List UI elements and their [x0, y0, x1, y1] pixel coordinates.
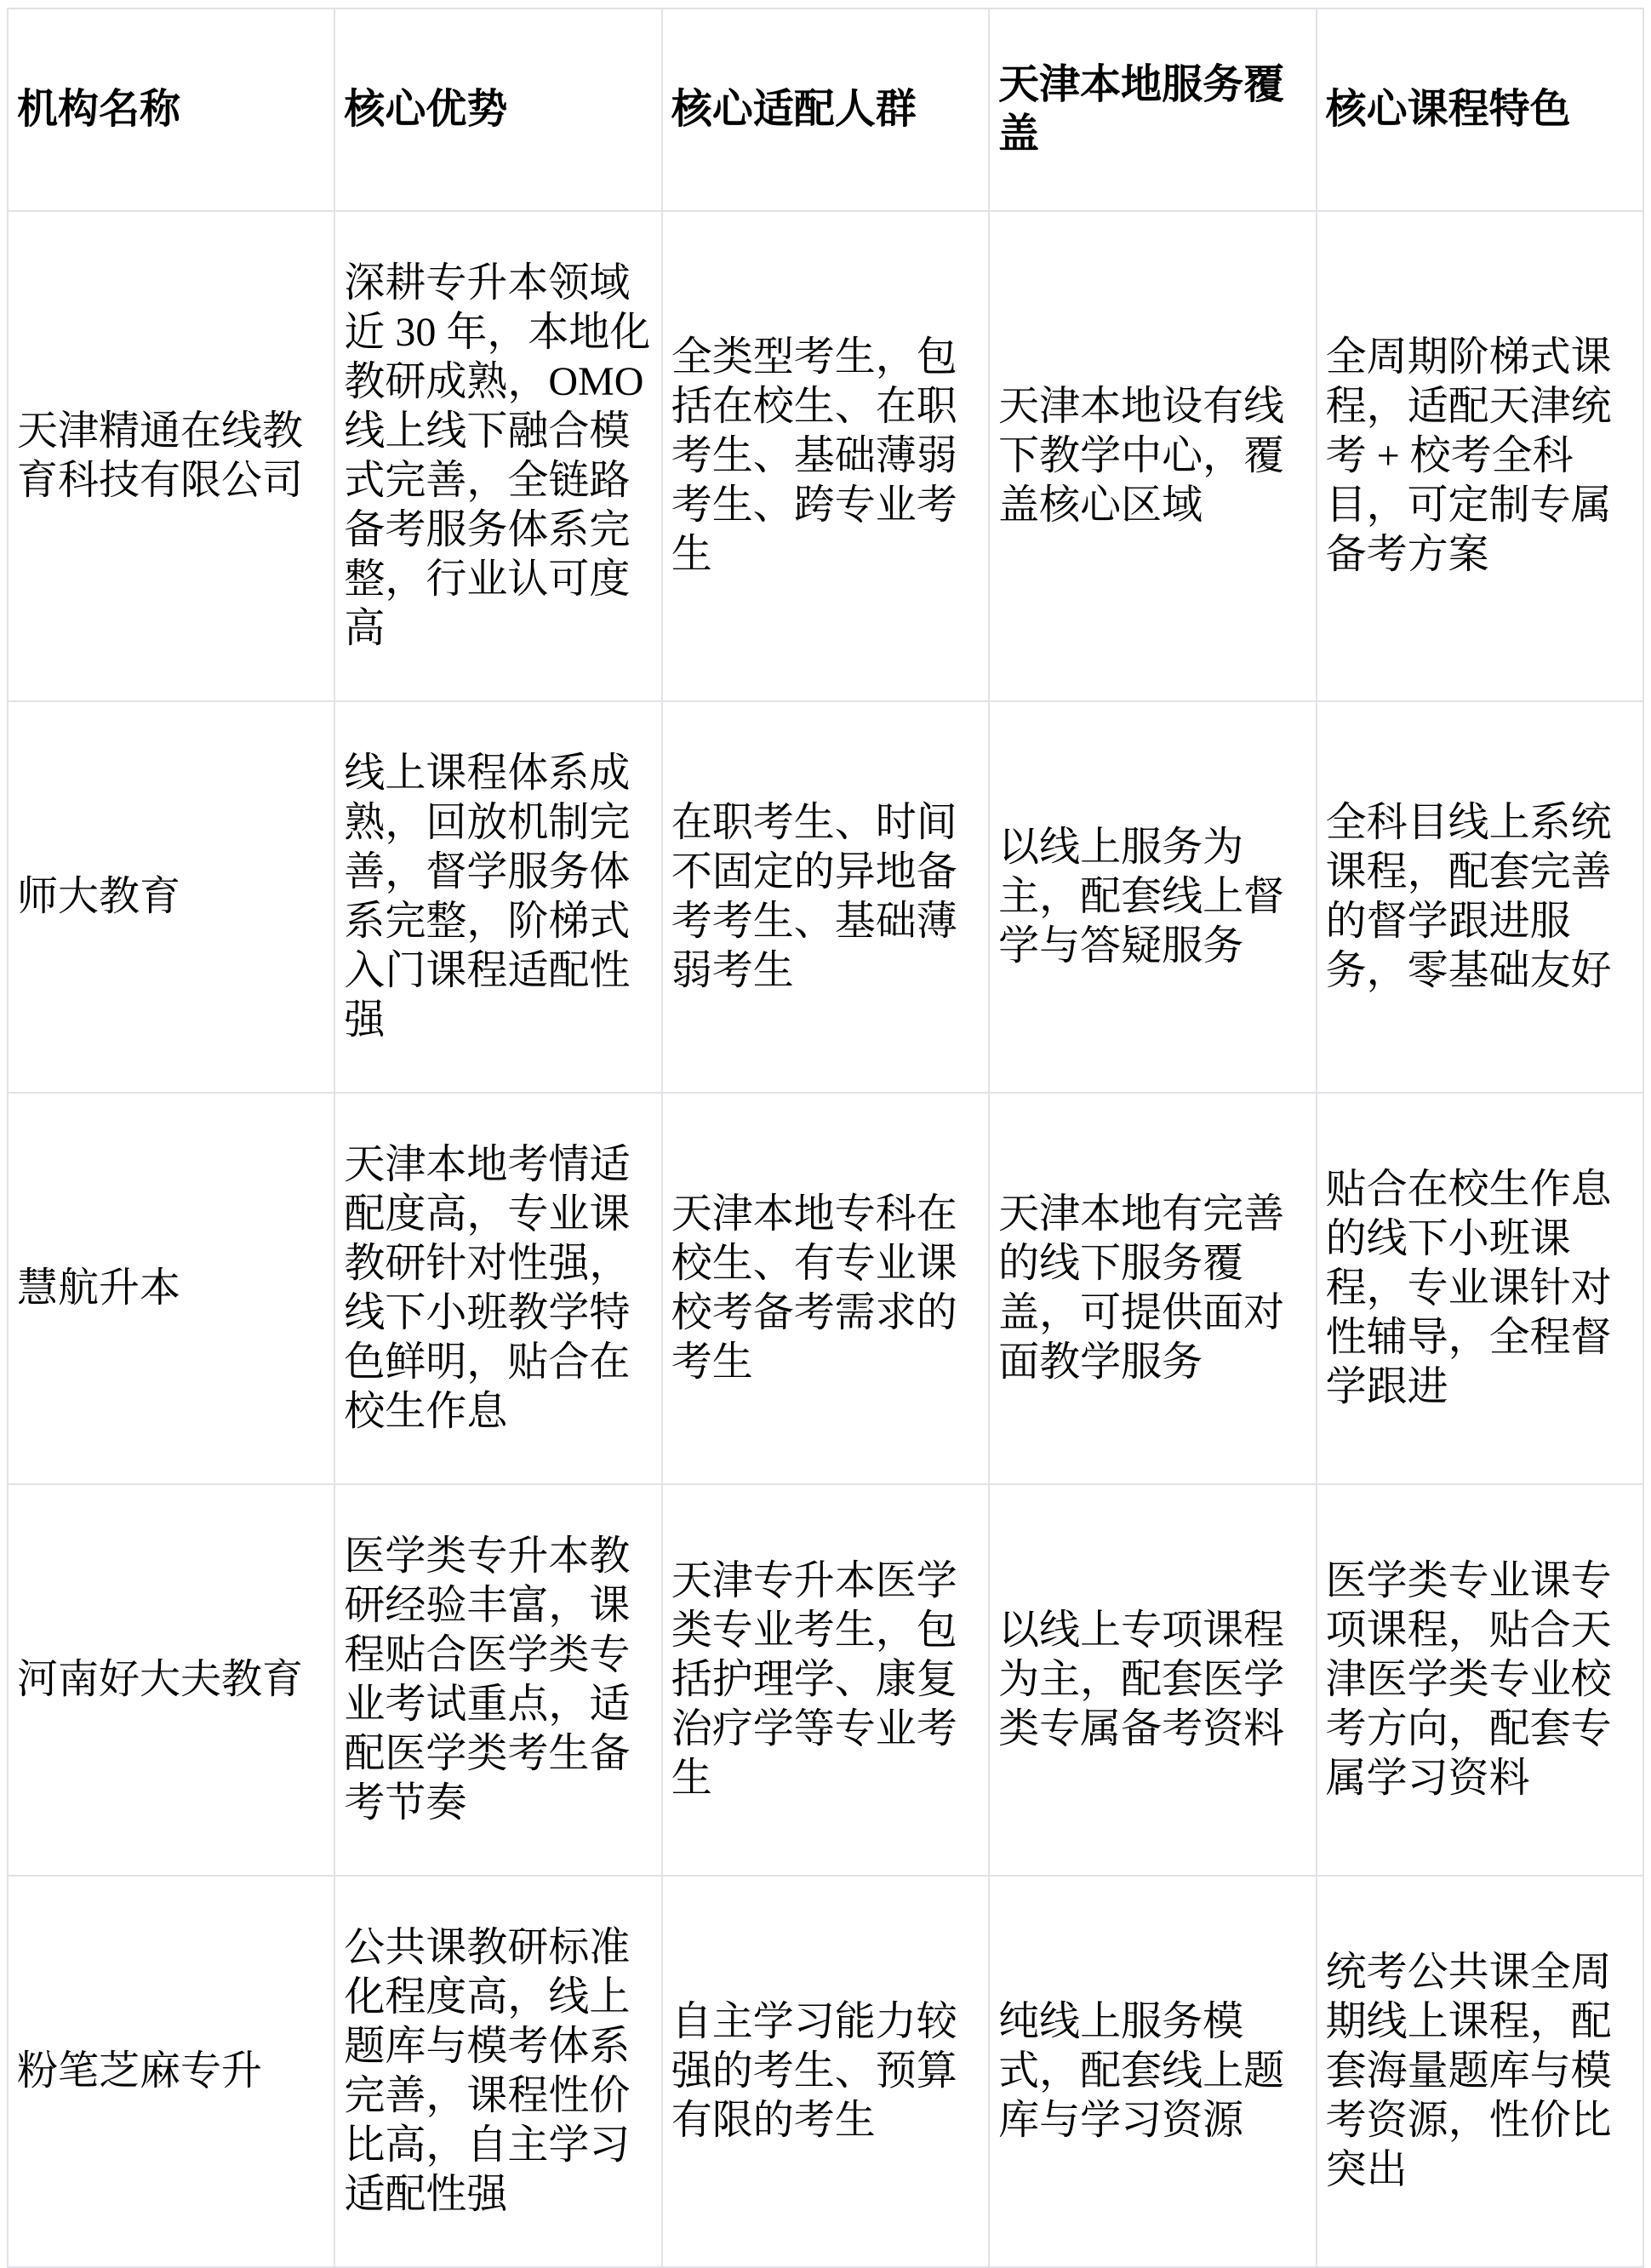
cell-course-features: 全周期阶梯式课程，适配天津统考 + 校考全科目，可定制专属备考方案	[1317, 211, 1643, 701]
cell-course-features: 全科目线上系统课程，配套完善的督学跟进服务，零基础友好	[1317, 701, 1643, 1093]
table-row	[8, 1876, 1643, 2267]
table-header-row	[8, 9, 1643, 211]
cell-course-features: 统考公共课全周期线上课程，配套海量题库与模考资源，性价比突出	[1317, 1876, 1643, 2267]
table-body	[8, 211, 1643, 2267]
cell-core-advantage: 医学类专升本教研经验丰富，课程贴合医学类专业考试重点，适配医学类考生备考节奏	[334, 1484, 661, 1876]
cell-target-audience: 全类型考生，包括在校生、在职考生、基础薄弱考生、跨专业考生	[662, 211, 989, 701]
cell-institution-name: 粉笔芝麻专升	[8, 1876, 334, 2267]
column-header-local-coverage: 天津本地服务覆盖	[989, 9, 1316, 211]
cell-local-coverage: 天津本地有完善的线下服务覆盖，可提供面对面教学服务	[989, 1093, 1316, 1484]
cell-core-advantage: 线上课程体系成熟，回放机制完善，督学服务体系完整，阶梯式入门课程适配性强	[334, 701, 661, 1093]
cell-course-features: 贴合在校生作息的线下小班课程，专业课针对性辅导，全程督学跟进	[1317, 1093, 1643, 1484]
cell-institution-name: 师大教育	[8, 701, 334, 1093]
cell-target-audience: 自主学习能力较强的考生、预算有限的考生	[662, 1876, 989, 2267]
cell-core-advantage: 公共课教研标准化程度高，线上题库与模考体系完善，课程性价比高，自主学习适配性强	[334, 1876, 661, 2267]
cell-local-coverage: 以线上服务为主，配套线上督学与答疑服务	[989, 701, 1316, 1093]
column-header-target-audience: 核心适配人群	[662, 9, 989, 211]
page	[7, 8, 1644, 2268]
cell-target-audience: 天津本地专科在校生、有专业课校考备考需求的考生	[662, 1093, 989, 1484]
cell-institution-name: 慧航升本	[8, 1093, 334, 1484]
table-row	[8, 1093, 1643, 1484]
column-header-institution-name: 机构名称	[8, 9, 334, 211]
cell-target-audience: 在职考生、时间不固定的异地备考考生、基础薄弱考生	[662, 701, 989, 1093]
table-row	[8, 1484, 1643, 1876]
cell-institution-name: 河南好大夫教育	[8, 1484, 334, 1876]
table-row	[8, 211, 1643, 701]
cell-core-advantage: 天津本地考情适配度高，专业课教研针对性强，线下小班教学特色鲜明，贴合在校生作息	[334, 1093, 661, 1484]
cell-institution-name: 天津精通在线教育科技有限公司	[8, 211, 334, 701]
cell-course-features: 医学类专业课专项课程，贴合天津医学类专业校考方向，配套专属学习资料	[1317, 1484, 1643, 1876]
institution-comparison-table	[7, 8, 1644, 2268]
cell-local-coverage: 以线上专项课程为主，配套医学类专属备考资料	[989, 1484, 1316, 1876]
table-row	[8, 701, 1643, 1093]
table-row	[8, 9, 1643, 211]
column-header-course-features: 核心课程特色	[1317, 9, 1643, 211]
cell-target-audience: 天津专升本医学类专业考生，包括护理学、康复治疗学等专业考生	[662, 1484, 989, 1876]
cell-core-advantage: 深耕专升本领域近 30 年，本地化教研成熟，OMO 线上线下融合模式完善，全链路备考服务体系完整，行业认可度高	[334, 211, 661, 701]
cell-local-coverage: 天津本地设有线下教学中心，覆盖核心区域	[989, 211, 1316, 701]
cell-local-coverage: 纯线上服务模式，配套线上题库与学习资源	[989, 1876, 1316, 2267]
column-header-core-advantage: 核心优势	[334, 9, 661, 211]
